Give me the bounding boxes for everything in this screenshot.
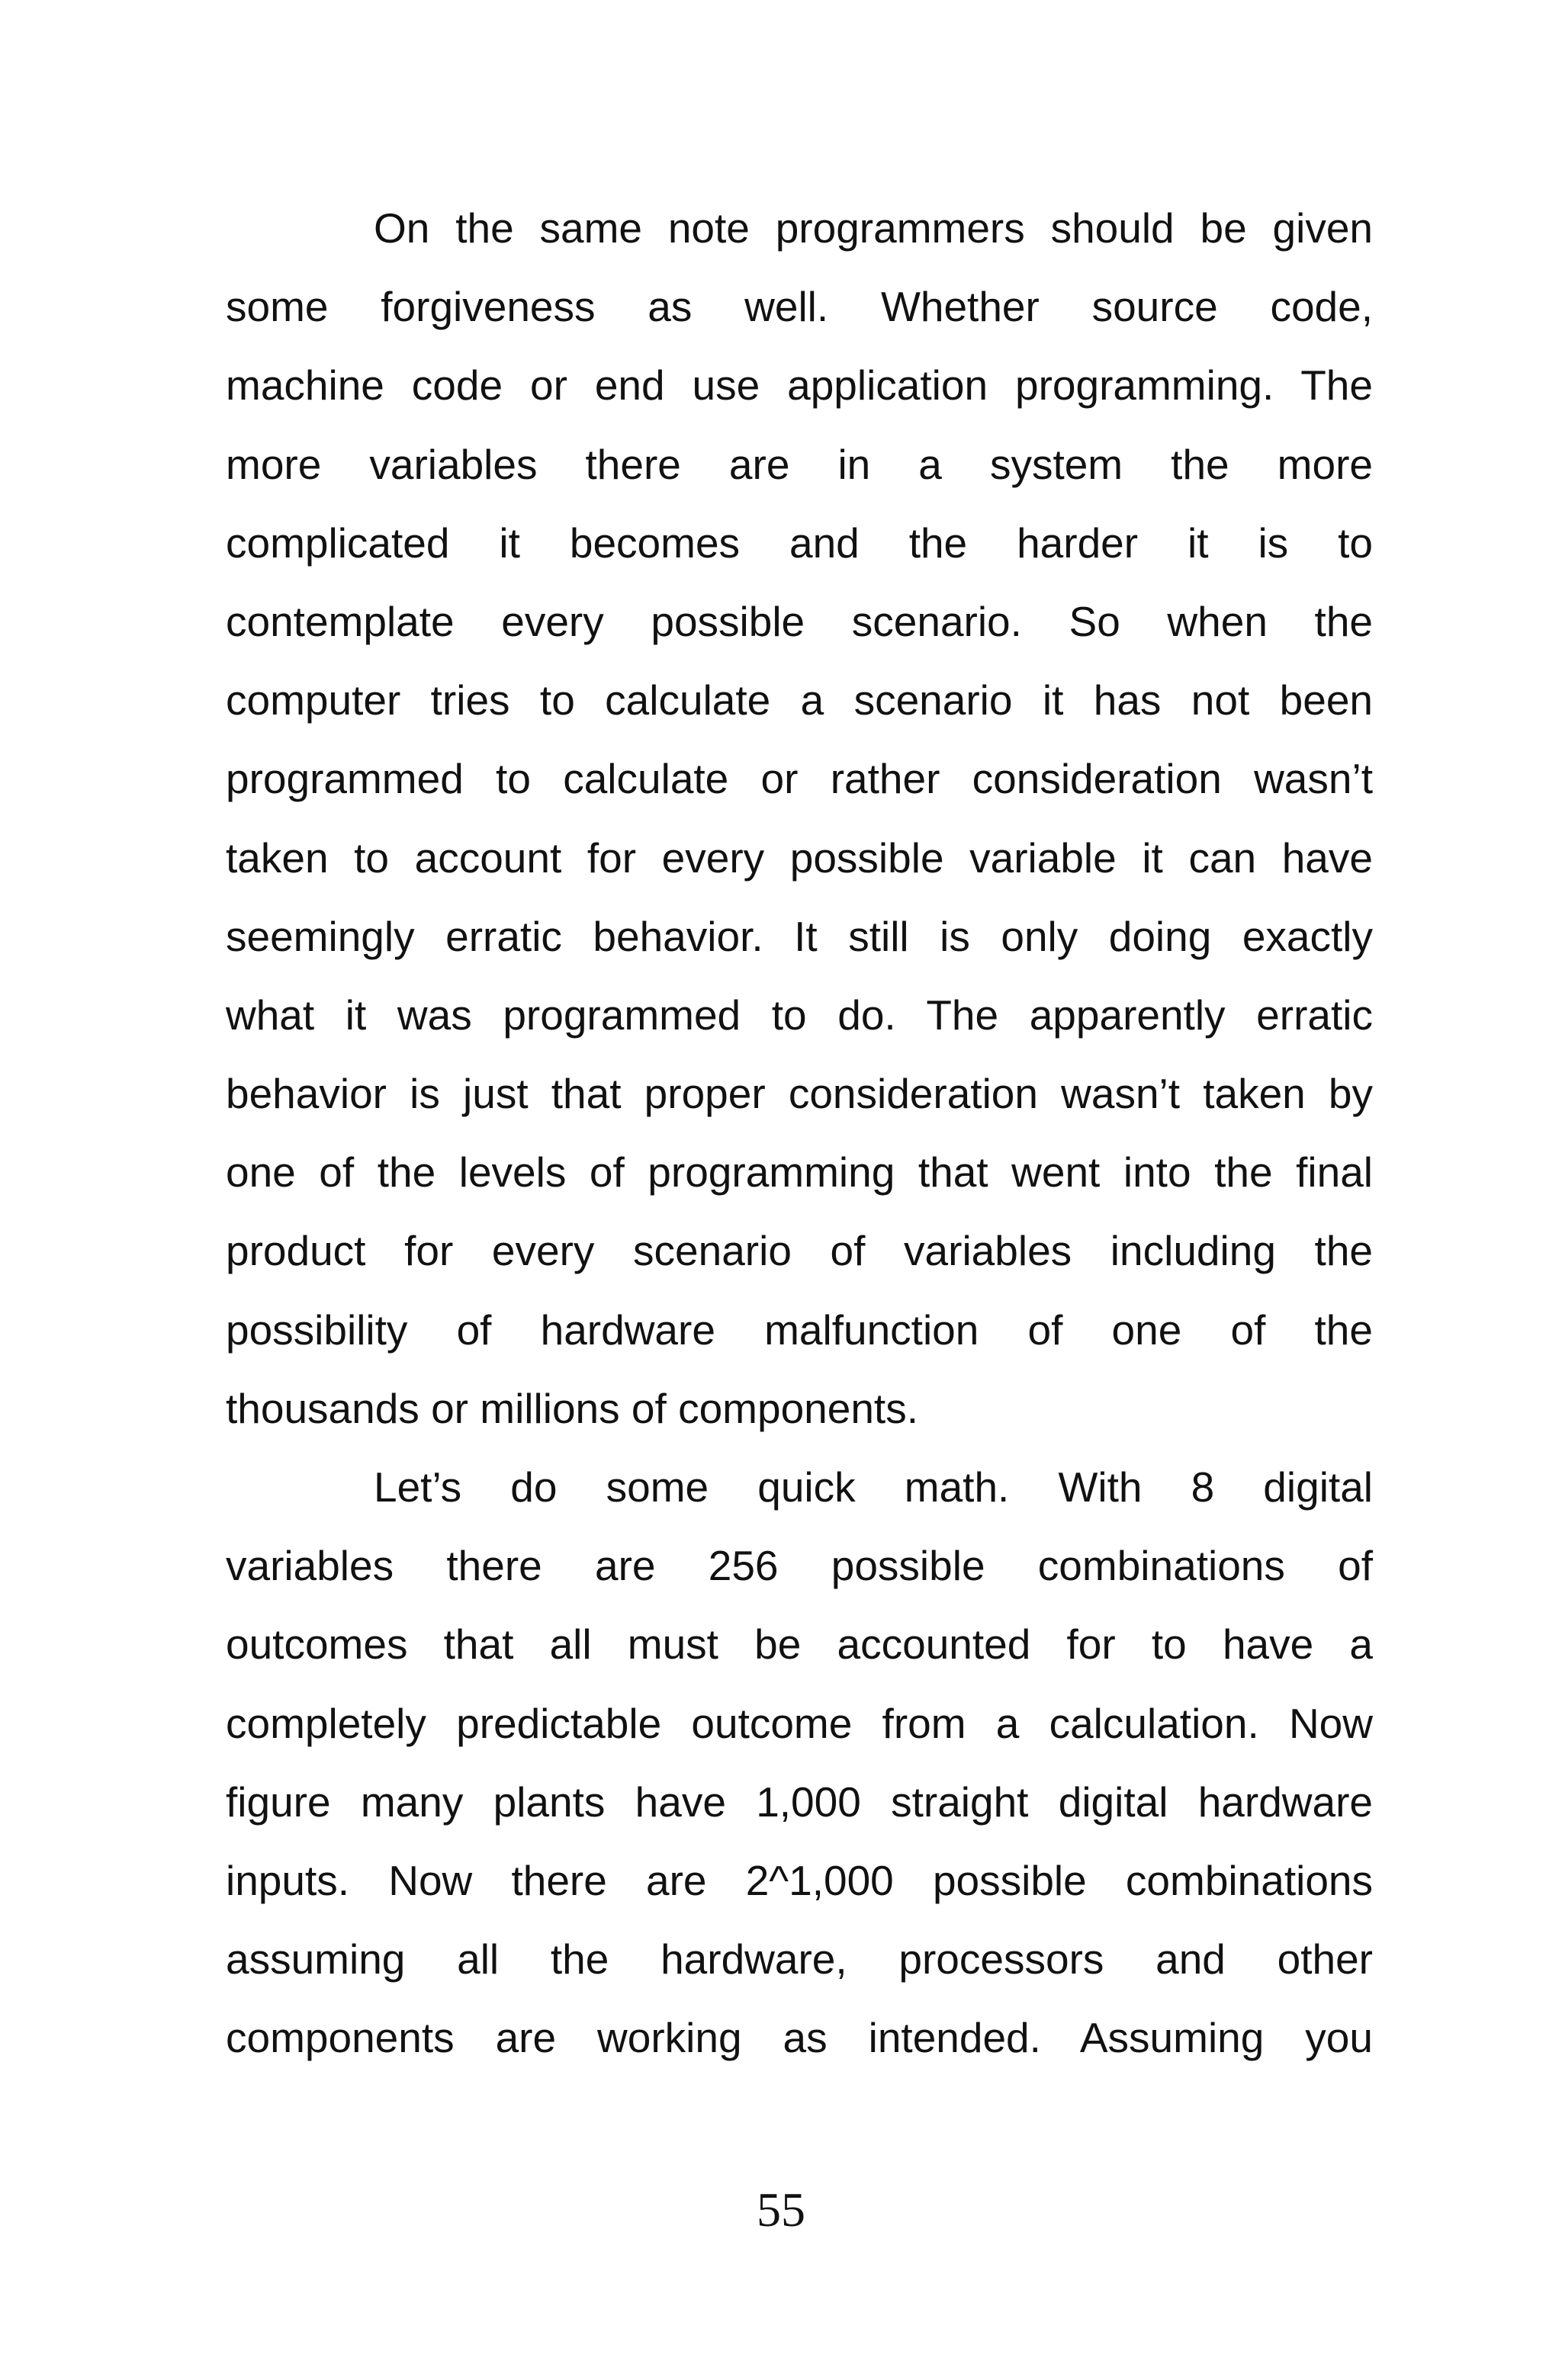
body-text [226,189,1373,2078]
text-line: contemplate every possible scenario. So when the [226,597,1373,645]
text-line: some forgiveness as well. Whether source code, [226,283,1373,331]
text-line: product for every scenario of variables including the [226,1227,1373,1275]
text-line: figure many plants have 1,000 straight digital hardware [226,1778,1373,1826]
text-line: components are working as intended. Assuming you [226,2014,1373,2062]
text-line: taken to account for every possible variable it can have [226,833,1373,882]
text-line: seemingly erratic behavior. It still is only doing exactly [226,912,1373,960]
text-line: computer tries to calculate a scenario it has not been [226,676,1373,724]
text-line: programmed to calculate or rather consideration wasn’t [226,755,1373,803]
text-line: behavior is just that proper consideration wasn’t taken by [226,1070,1373,1118]
text-line: more variables there are in a system the more [226,440,1373,488]
text-line: variables there are 256 possible combinations of [226,1542,1373,1590]
text-line: Let’s do some quick math. With 8 digital [374,1463,1373,1511]
text-line: completely predictable outcome from a calculation. Now [226,1699,1373,1747]
text-line: thousands or millions of components. [226,1384,918,1432]
text-line: complicated it becomes and the harder it is to [226,519,1373,567]
text-line: inputs. Now there are 2^1,000 possible combinations [226,1856,1373,1904]
text-line: one of the levels of programming that went into the final [226,1148,1373,1196]
page-number: 55 [757,2182,805,2237]
text-line: what it was programmed to do. The apparently erratic [226,991,1373,1039]
text-line: machine code or end use application programming. The [226,361,1373,410]
text-line: outcomes that all must be accounted for to have a [226,1620,1373,1669]
text-line: possibility of hardware malfunction of one of the [226,1306,1373,1354]
text-line: On the same note programmers should be given [374,204,1373,252]
text-line: assuming all the hardware, processors and other [226,1935,1373,1983]
